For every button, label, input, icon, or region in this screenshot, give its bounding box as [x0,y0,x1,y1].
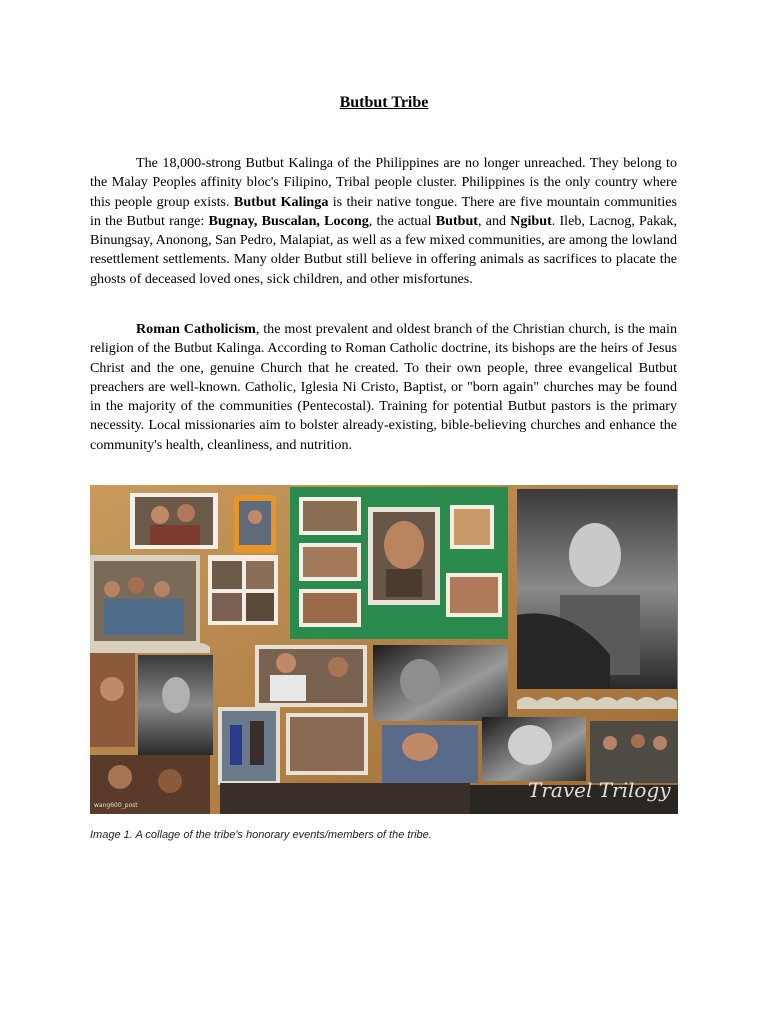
image-caption: Image 1. A collage of the tribe's honorary events/members of the tribe. [90,829,432,841]
page-title: Butbut Tribe [339,94,429,111]
paragraph-religion: Roman Catholicism, the most prevalent and oldest branch of the Christian church, is the main religion of the Butbut Kalinga. According to Roman Catholic doctrine, its bishops are the heirs of Jesus Christ and the one, genuine Church that he created. To their own people, three evangelical Butbut preachers are well-known. Catholic, Iglesia Ni Cristo, Baptist, or "born again" churches may be found in the majority of the communities (Pentecostal). Training for potential Butbut pastors is the primary necessity. Local missionaries aim to bolster already-existing, bible-believing churches and enhance the community's health, cleanliness, and nutrition. [90,321,677,453]
watermark-text: Travel Trilogy [528,778,671,802]
paragraph-intro: The 18,000-strong Butbut Kalinga of the Philippines are no longer unreached. They belong to the Malay Peoples affinity bloc's Filipino, Tribal people cluster. Philippines is the only country where this people group exists. Butbut Kalinga is their native tongue. There are five mountain communities in the Butbut range: Bugnay, Buscalan, Locong, the actual Butbut, and Ngibut. Ileb, Lacnog, Pakak, Binungsay, Anonong, San Pedro, Malapiat, as well as a few mixed communities, are among the lowland resettlement settlements. Many older Butbut still believe in offering animals as sacrifices to placate the ghosts of deceased loved ones, sick children, and other misfortunes. [90,155,678,287]
collage-image [90,485,678,814]
photo-credit-text: wang600_post [94,802,138,809]
